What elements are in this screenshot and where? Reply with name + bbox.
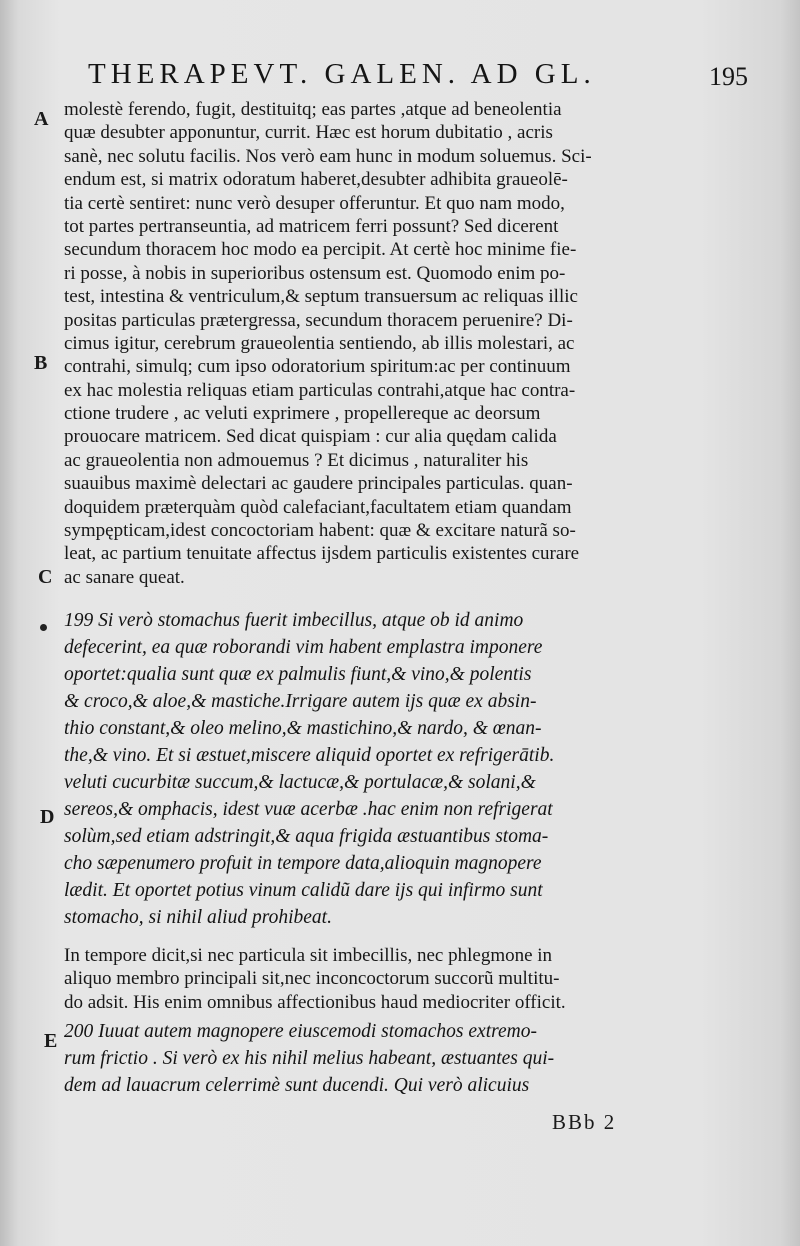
- text-line: the,& vino. Et si æstuet,miscere aliquid oportet ex refrigerātib.: [64, 745, 555, 766]
- text-line: dem ad lauacrum celerrimè sunt ducendi. Qui verò alicuius: [64, 1075, 530, 1096]
- text-line: suauibus maximè delectari ac gaudere principales particulas. quan-: [64, 473, 573, 495]
- text-line: secundum thoracem hoc modo ea percipit. At certè hoc minime fie-: [64, 239, 577, 261]
- text-line: ex hac molestia reliquas etiam particulas contrahi,atque hac contra-: [64, 379, 576, 401]
- margin-letter-e: E: [44, 1030, 58, 1052]
- text-line: ac graueolentia non admouemus ? Et dicimus , naturaliter his: [64, 449, 529, 471]
- text-line: sympępticam,idest concoctoriam habent: quæ & excitare naturã so-: [64, 520, 576, 542]
- margin-letter-d: D: [40, 806, 55, 828]
- text-line: oportet:qualia sunt quæ ex palmulis fiunt,& vino,& polentis: [64, 664, 532, 685]
- text-line: cho sæpenumero profuit in tempore data,alioquin magnopere: [64, 853, 542, 874]
- commentary-paragraph: [64, 944, 684, 1014]
- text-line: endum est, si matrix odoratum haberet,desubter adhibita graueolē-: [64, 169, 568, 191]
- text-line: rum frictio . Si verò ex his nihil melius habeant, æstuantes qui-: [64, 1048, 555, 1069]
- text-line: stomacho, si nihil aliud prohibeat.: [64, 907, 332, 928]
- page-header: [88, 58, 748, 98]
- page-number: 195: [709, 62, 748, 91]
- text-line: tot partes pertranseuntia, ad matricem ferri possunt? Sed dicerent: [64, 215, 559, 237]
- text-line: 200 Iuuat autem magnopere eiuscemodi stomachos extremo-: [64, 1021, 537, 1042]
- text-line: sanè, nec solutu facilis. Nos verò eam hunc in modum soluemus. Sci-: [64, 145, 592, 167]
- text-line: quæ desubter apponuntur, currit. Hæc est horum dubitatio , acris: [64, 122, 553, 144]
- paragraph-bullet-icon: [40, 624, 47, 631]
- text-line: thio constant,& oleo melino,& mastichino,& nardo, & œnan-: [64, 718, 542, 739]
- margin-letter-b: B: [34, 352, 48, 374]
- text-line: test, intestina & ventriculum,& septum transuersum ac reliquas illic: [64, 286, 578, 308]
- paragraph-200: [64, 1018, 684, 1099]
- running-title: THERAPEVT. GALEN. AD GL.: [88, 58, 596, 90]
- text-line: doquidem præterquàm quòd calefaciant,facultatem etiam quandam: [64, 496, 572, 518]
- text-line: & croco,& aloe,& mastiche.Irrigare autem ijs quæ ex absin-: [64, 691, 537, 712]
- paragraph-199: [64, 607, 684, 931]
- text-line: ri posse, à nobis in superioribus ostensum est. Quomodo enim po-: [64, 262, 566, 284]
- text-line: sereos,& omphacis, idest vuæ acerbæ .hac enim non refrigerat: [64, 799, 553, 820]
- margin-letter-a: A: [34, 108, 49, 130]
- margin-letter-c: C: [38, 566, 53, 588]
- text-line: ctione trudere , ac veluti exprimere , propellereque ac deorsum: [64, 403, 541, 425]
- text-line: do adsit. His enim omnibus affectionibus haud mediocriter officit.: [64, 991, 566, 1013]
- text-line: contrahi, simulq; cum ipso odoratorium spiritum:ac per continuum: [64, 356, 571, 378]
- text-line: 199 Si verò stomachus fuerit imbecillus, atque ob id animo: [64, 610, 524, 631]
- text-line: aliquo membro principali sit,nec inconcoctorum succorũ multitu-: [64, 968, 560, 990]
- text-line: ac sanare queat.: [64, 566, 185, 588]
- text-line: solùm,sed etiam adstringit,& aqua frigida æstuantibus stoma-: [64, 826, 549, 847]
- text-line: cimus igitur, cerebrum graueolentia sentiendo, ab illis molestari, ac: [64, 332, 575, 354]
- text-line: prouocare matricem. Sed dicat quispiam : cur alia quędam calida: [64, 426, 557, 448]
- text-line: In tempore dicit,si nec particula sit imbecillis, nec phlegmone in: [64, 945, 553, 966]
- text-line: molestè ferendo, fugit, destituitq; eas partes ,atque ad beneolentia: [64, 99, 562, 120]
- text-line: veluti cucurbitæ succum,& lactucæ,& portulacæ,& solani,&: [64, 772, 536, 793]
- text-line: positas particulas prætergressa, secundum thoracem peruenire? Di-: [64, 309, 573, 331]
- signature-mark: BBb 2: [552, 1110, 617, 1134]
- text-line: tia certè sentiret: nunc verò desuper offeruntur. Et quo nam modo,: [64, 192, 565, 214]
- text-line: lædit. Et oportet potius vinum calidũ dare ijs qui infirmo sunt: [64, 880, 543, 901]
- text-line: defecerint, ea quæ roborandi vim habent emplastra imponere: [64, 637, 543, 658]
- text-line: leat, ac partium tenuitate affectus ijsdem particulis existentes curare: [64, 543, 580, 565]
- paragraph-1: [64, 98, 684, 589]
